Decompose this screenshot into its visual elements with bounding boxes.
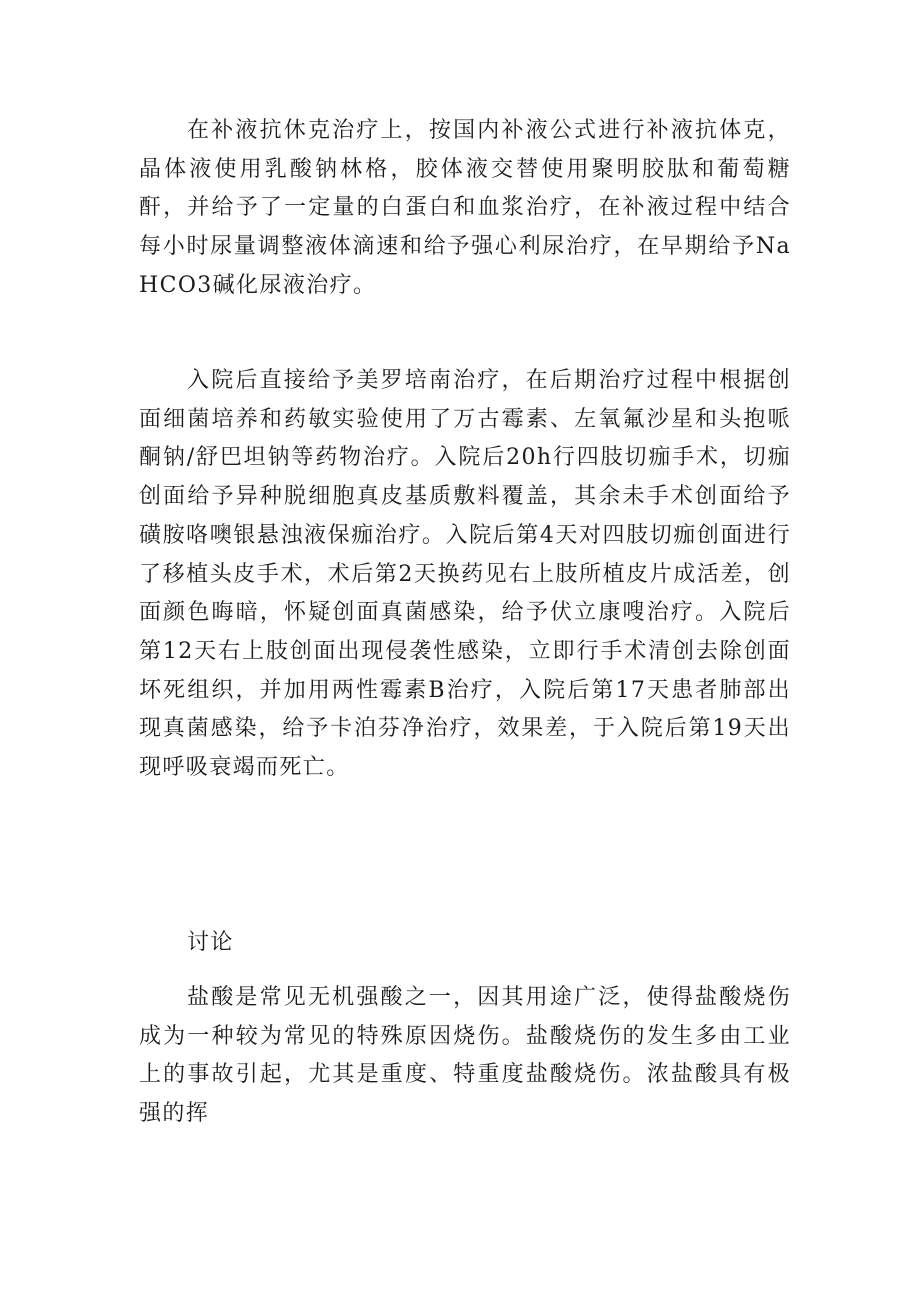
paragraph-treatment-course: 入院后直接给予美罗培南治疗，在后期治疗过程中根据创面细菌培养和药敏实验使用了万古霉素、左氧氟沙星和头抱哌酮钠/舒巴坦钠等药物治疗。入院后20h行四肢切痂手术，切痂创面给予异种脱细胞真皮基质敷料覆盖，其余未手术创面给予磺胺咯噢银悬浊液保痂治疗。入院后第4天对四肢切痂创面进行了移植头皮手术，术后第2天换药见右上肢所植皮片成活差，创面颜色晦暗，怀疑创面真菌感染，给予伏立康嗖治疗。入院后第12天右上肢创面出现侵袭性感染，立即行手术清创去除创面坏死组织，并加用两性霉素B治疗，入院后第17天患者肺部出现真菌感染，给予卡泊芬净治疗，效果差，于入院后第19天出现呼吸衰竭而死亡。 xyxy=(139,368,791,781)
section-heading-discussion: 讨论 xyxy=(187,930,234,955)
paragraph-discussion: 盐酸是常见无机强酸之一，因其用途广泛，使得盐酸烧伤成为一种较为常见的特殊原因烧伤。盐酸烧伤的发生多由工业上的事故引起，尤其是重度、特重度盐酸烧伤。浓盐酸具有极强的挥 xyxy=(139,985,791,1127)
paragraph-fluid-resuscitation: 在补液抗休克治疗上，按国内补液公式进行补液抗体克，晶体液使用乳酸钠林格，胶体液交替使用聚明胶肽和葡萄糖酐，并给予了一定量的白蛋白和血浆治疗，在补液过程中结合每小时尿量调整液体滴速和给予强心利尿治疗，在早期给予NaHCO3碱化尿液治疗。 xyxy=(139,118,791,298)
